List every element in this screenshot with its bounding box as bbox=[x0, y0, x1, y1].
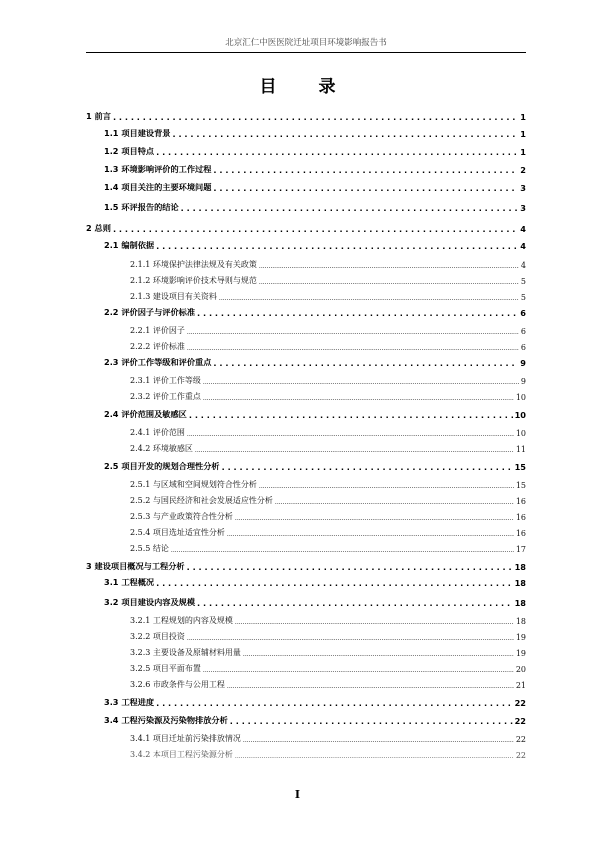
toc-entry-page: 4 bbox=[520, 224, 526, 234]
toc-leader-dots bbox=[275, 496, 514, 506]
toc-entry[interactable] bbox=[104, 164, 526, 175]
toc-entry-page: 4 bbox=[520, 241, 526, 251]
title-char-1: 目 bbox=[259, 77, 277, 97]
toc-entry[interactable] bbox=[130, 733, 526, 744]
toc-entry-label: 3.3 工程进度 bbox=[104, 697, 155, 707]
page-number: I bbox=[294, 788, 301, 801]
toc-entry-label: 2.5.1 与区域和空间规划符合性分析 bbox=[130, 480, 257, 489]
toc-entry-page: 5 bbox=[520, 293, 526, 302]
toc-entry[interactable] bbox=[130, 341, 526, 352]
toc-entry-label: 2.2 评价因子与评价标准 bbox=[104, 307, 196, 317]
toc-entry-label: 1 前言 bbox=[86, 111, 111, 121]
toc-leader-dots bbox=[181, 203, 519, 213]
toc-entry[interactable] bbox=[104, 409, 526, 420]
toc-leader-dots bbox=[243, 648, 514, 658]
toc-entry-page: 22 bbox=[514, 698, 526, 708]
toc-entry[interactable] bbox=[130, 391, 526, 402]
toc-entry-label: 2.1 编制依据 bbox=[104, 240, 155, 250]
toc-leader-dots bbox=[243, 734, 514, 744]
toc-entry-label: 2.3.1 评价工作等级 bbox=[130, 376, 201, 385]
toc-entry-page: 22 bbox=[515, 735, 526, 744]
toc-entry-page: 16 bbox=[515, 513, 526, 522]
toc-entry[interactable] bbox=[130, 427, 526, 438]
toc-entry-label: 2.1.3 建设项目有关资料 bbox=[130, 292, 217, 301]
toc-leader-dots bbox=[156, 147, 518, 157]
toc-entry-label: 3.2.6 市政条件与公用工程 bbox=[130, 680, 225, 689]
toc-entry-label: 3.2 项目建设内容及规模 bbox=[104, 597, 196, 607]
toc-entry[interactable] bbox=[130, 663, 526, 674]
toc-entry[interactable] bbox=[104, 128, 526, 139]
toc-entry-label: 3.2.1 工程规划的内容及规模 bbox=[130, 616, 233, 625]
toc-entry-page: 10 bbox=[515, 393, 526, 402]
toc-entry-page: 6 bbox=[520, 308, 526, 318]
toc-entry[interactable] bbox=[104, 182, 526, 193]
toc-leader-dots bbox=[230, 716, 513, 726]
toc-entry-page: 3 bbox=[520, 203, 526, 213]
toc-leader-dots bbox=[219, 292, 519, 302]
running-header: 北京汇仁中医医院迁址项目环境影响报告书 bbox=[86, 36, 526, 53]
toc-leader-dots bbox=[213, 183, 518, 193]
toc-entry[interactable] bbox=[130, 325, 526, 336]
toc-entry-label: 1.5 环评报告的结论 bbox=[104, 202, 179, 212]
toc-leader-dots bbox=[227, 528, 514, 538]
toc-entry[interactable] bbox=[130, 543, 526, 554]
toc-entry[interactable] bbox=[130, 259, 526, 270]
toc-entry[interactable] bbox=[130, 443, 526, 454]
toc-entry-page: 1 bbox=[520, 147, 526, 157]
toc-entry-label: 2.4 评价范围及敏感区 bbox=[104, 409, 187, 419]
toc-entry-label: 3.4.1 项目迁址前污染排放情况 bbox=[130, 734, 241, 743]
toc-title bbox=[0, 72, 595, 97]
toc-leader-dots bbox=[203, 392, 514, 402]
toc-entry-page: 15 bbox=[515, 481, 526, 490]
toc-entry-page: 18 bbox=[515, 617, 526, 626]
toc-leader-dots bbox=[156, 578, 512, 588]
toc-entry[interactable] bbox=[130, 375, 526, 386]
toc-entry-page: 9 bbox=[520, 377, 526, 386]
toc-entry-page: 6 bbox=[520, 343, 526, 352]
toc-entry[interactable] bbox=[130, 527, 526, 538]
toc-leader-dots bbox=[203, 376, 519, 386]
toc-entry[interactable] bbox=[86, 223, 526, 234]
toc-entry[interactable] bbox=[104, 577, 526, 588]
toc-entry[interactable] bbox=[86, 561, 526, 572]
toc-entry-page: 4 bbox=[520, 261, 526, 270]
toc-entry-label: 2.2.1 评价因子 bbox=[130, 326, 185, 335]
toc-entry[interactable] bbox=[104, 715, 526, 726]
toc-entry[interactable] bbox=[130, 615, 526, 626]
toc-leader-dots bbox=[172, 129, 518, 139]
toc-entry[interactable] bbox=[104, 357, 526, 368]
toc-leader-dots bbox=[259, 480, 514, 490]
toc-leader-dots bbox=[195, 444, 514, 454]
toc-leader-dots bbox=[227, 680, 514, 690]
toc-entry-label: 3.4.2 本项目工程污染源分析 bbox=[130, 750, 233, 759]
toc-entry[interactable] bbox=[130, 647, 526, 658]
toc-entry[interactable] bbox=[104, 146, 526, 157]
toc-entry-page: 19 bbox=[515, 649, 526, 658]
toc-entry-page: 18 bbox=[514, 562, 526, 572]
toc-entry[interactable] bbox=[130, 749, 526, 760]
toc-leader-dots bbox=[187, 428, 514, 438]
toc-entry-page: 6 bbox=[520, 327, 526, 336]
toc-entry-label: 1.2 项目特点 bbox=[104, 146, 155, 156]
toc-entry-label: 3.2.5 项目平面布置 bbox=[130, 664, 201, 673]
toc-leader-dots bbox=[187, 562, 513, 572]
toc-entry[interactable] bbox=[104, 461, 526, 472]
toc-entry[interactable] bbox=[104, 697, 526, 708]
toc-entry-page: 1 bbox=[520, 112, 526, 122]
toc-leader-dots bbox=[259, 276, 519, 286]
toc-entry-label: 2.3 评价工作等级和评价重点 bbox=[104, 357, 212, 367]
toc-entry-page: 22 bbox=[514, 716, 526, 726]
toc-entry-label: 2.5.3 与产业政策符合性分析 bbox=[130, 512, 233, 521]
toc-entry[interactable] bbox=[130, 679, 526, 690]
toc-entry-page: 16 bbox=[515, 529, 526, 538]
toc-entry-page: 18 bbox=[514, 578, 526, 588]
toc-leader-dots bbox=[235, 750, 514, 760]
toc-entry-page: 22 bbox=[515, 751, 526, 760]
toc-leader-dots bbox=[156, 241, 518, 251]
toc-entry-page: 17 bbox=[515, 545, 526, 554]
toc-entry[interactable] bbox=[130, 511, 526, 522]
toc-leader-dots bbox=[213, 165, 518, 175]
toc-entry-label: 2.2.2 评价标准 bbox=[130, 342, 185, 351]
toc-entry-label: 2.5 项目开发的规划合理性分析 bbox=[104, 461, 220, 471]
toc-leader-dots bbox=[113, 112, 518, 122]
toc-entry-label: 2.5.2 与国民经济和社会发展适应性分析 bbox=[130, 496, 273, 505]
toc-entry[interactable] bbox=[130, 631, 526, 642]
toc-entry-label: 2.5.4 项目选址适宜性分析 bbox=[130, 528, 225, 537]
toc-entry-page: 20 bbox=[515, 665, 526, 674]
toc-entry[interactable] bbox=[86, 111, 526, 122]
toc-entry-page: 10 bbox=[515, 429, 526, 438]
toc-entry-page: 10 bbox=[514, 410, 526, 420]
toc-entry-page: 15 bbox=[514, 462, 526, 472]
toc-leader-dots bbox=[113, 224, 518, 234]
toc-entry-label: 3.2.3 主要设备及原辅材料用量 bbox=[130, 648, 241, 657]
toc-entry-page: 5 bbox=[520, 277, 526, 286]
toc-entry-page: 1 bbox=[520, 129, 526, 139]
toc-entry-label: 1.1 项目建设背景 bbox=[104, 128, 171, 138]
toc-leader-dots bbox=[213, 358, 518, 368]
toc-entry-page: 9 bbox=[520, 358, 526, 368]
toc-entry[interactable] bbox=[130, 275, 526, 286]
toc-leader-dots bbox=[197, 308, 518, 318]
toc-entry[interactable] bbox=[130, 479, 526, 490]
toc-leader-dots bbox=[235, 616, 514, 626]
toc-entry-label: 3.1 工程概况 bbox=[104, 577, 155, 587]
toc-entry[interactable] bbox=[130, 495, 526, 506]
toc-leader-dots bbox=[187, 632, 514, 642]
toc-entry-label: 2.1.2 环境影响评价技术导则与规范 bbox=[130, 276, 257, 285]
toc-entry[interactable] bbox=[104, 597, 526, 608]
toc-entry-page: 18 bbox=[514, 598, 526, 608]
title-char-2: 录 bbox=[318, 77, 336, 97]
toc-entry[interactable] bbox=[104, 307, 526, 318]
toc-entry-page: 19 bbox=[515, 633, 526, 642]
toc-leader-dots bbox=[187, 326, 519, 336]
toc-entry[interactable] bbox=[104, 240, 526, 251]
toc-leader-dots bbox=[197, 598, 513, 608]
toc-leader-dots bbox=[187, 342, 519, 352]
toc-leader-dots bbox=[235, 512, 514, 522]
toc-entry-label: 2.5.5 结论 bbox=[130, 544, 169, 553]
toc-entry-label: 1.3 环境影响评价的工作过程 bbox=[104, 164, 212, 174]
toc-leader-dots bbox=[189, 410, 513, 420]
toc-entry-label: 2.1.1 环境保护法律法规及有关政策 bbox=[130, 260, 257, 269]
toc-entry-page: 16 bbox=[515, 497, 526, 506]
toc-entry-page: 2 bbox=[520, 165, 526, 175]
toc-entry-page: 11 bbox=[515, 445, 526, 454]
toc-entry-label: 3 建设项目概况与工程分析 bbox=[86, 561, 185, 571]
toc-entry[interactable] bbox=[104, 202, 526, 213]
toc-leader-dots bbox=[156, 698, 512, 708]
toc-entry-page: 3 bbox=[520, 183, 526, 193]
toc-leader-dots bbox=[222, 462, 513, 472]
toc-entry-label: 2.4.1 评价范围 bbox=[130, 428, 185, 437]
toc-leader-dots bbox=[203, 664, 514, 674]
toc-entry[interactable] bbox=[130, 291, 526, 302]
toc-entry-label: 2.4.2 环境敏感区 bbox=[130, 444, 193, 453]
toc-leader-dots bbox=[171, 544, 514, 554]
toc-entry-label: 3.2.2 项目投资 bbox=[130, 632, 185, 641]
toc-entry-label: 1.4 项目关注的主要环境问题 bbox=[104, 182, 212, 192]
toc-entry-label: 3.4 工程污染源及污染物排放分析 bbox=[104, 715, 228, 725]
toc-entry-page: 21 bbox=[515, 681, 526, 690]
toc-entry-label: 2.3.2 评价工作重点 bbox=[130, 392, 201, 401]
toc-entry-label: 2 总则 bbox=[86, 223, 111, 233]
toc-leader-dots bbox=[259, 260, 519, 270]
